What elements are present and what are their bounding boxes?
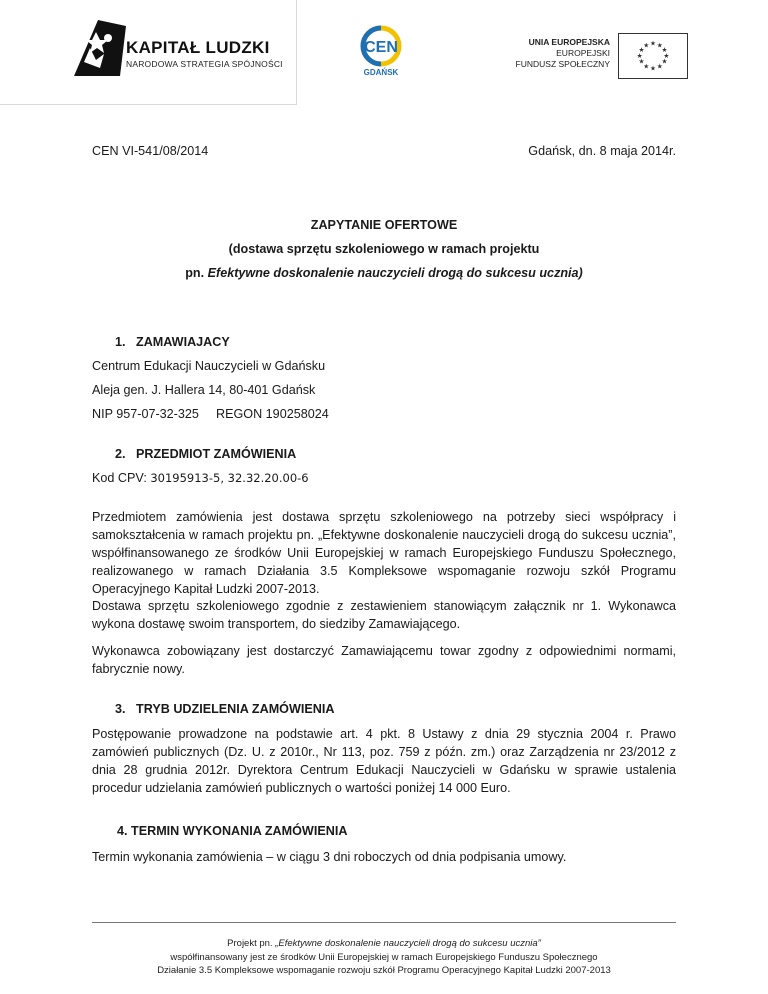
svg-text:★: ★ [656, 41, 663, 50]
section3-paragraph1: Postępowanie prowadzone na podstawie art. 4 pkt. 8 Ustawy z dnia 29 stycznia 2004 r. Prawo zamówień publicznych (Dz. U. z 2010r., Nr 113, poz. 759 z późn. zm.) oraz Zarządzenia nr 23/2012 z dnia 28 grudnia 2012r. Dyrektora Centrum Edukacji Nauczycieli w Gdańsku w sprawie ustalenia procedur udzielania zamówień publicznych o wartości poniżej 14 000 Euro. [92, 727, 676, 795]
svg-text:★: ★ [638, 57, 645, 66]
svg-text:★: ★ [638, 46, 645, 55]
kapital-ludzki-logo [70, 18, 128, 78]
svg-text:★: ★ [650, 39, 656, 48]
footer-line3: Działanie 3.5 Kompleksowe wspomaganie rozwoju szkół Programu Operacyjnego Kapitał Ludzki 2007-2013 [157, 965, 611, 976]
section3-heading: 3. TRYB UDZIELENIA ZAMÓWIENIA [115, 702, 335, 716]
document-subtitle-line1: (dostawa sprzętu szkoleniowego w ramach projektu [228, 242, 540, 256]
section4-paragraph1: Termin wykonania zamówienia – w ciągu 3 dni roboczych od dnia podpisania umowy. [92, 850, 567, 864]
eu-text-line3: FUNDUSZ SPOŁECZNY [515, 59, 610, 69]
eu-text-line1: UNIA EUROPEJSKA [528, 37, 610, 47]
section2-paragraph3: Wykonawca zobowiązany jest dostarczyć Zamawiającemu towar zgodny z odpowiednimi normami, fabrycznie nowy. [92, 644, 676, 676]
footer-line2: współfinansowany jest ze środków Unii Europejskiej w ramach Europejskiego Funduszu Społecznego [170, 951, 598, 963]
cpv-value: 30195913-5, 32.32.20.00-6 [150, 471, 309, 485]
section2-cpv [92, 469, 309, 487]
document-subtitle-line2 [92, 264, 676, 282]
section2-paragraph1: Przedmiotem zamówienia jest dostawa sprzętu szkoleniowego na potrzeby sieci współpracy i samokształcenia w ramach projektu pn. „Efektywne doskonalenie nauczycieli drogą do sukcesu ucznia”, współfinansowanego ze środków Unii Europejskiej w ramach Europejskiego Funduszu Społecznego, realizowanego w ramach Działania 3.5 Kompleksowe wspomaganie rozwoju szkół Programu Operacyjnego Kapitał Ludzki 2007-2013. [92, 510, 676, 596]
kapital-ludzki-title: KAPITAŁ LUDZKI [126, 38, 270, 57]
svg-text:★: ★ [661, 46, 668, 55]
document-title: ZAPYTANIE OFERTOWE [310, 218, 458, 232]
footer-divider [92, 922, 676, 923]
section4-heading: 4. TERMIN WYKONANIA ZAMÓWIENIA [117, 824, 348, 838]
svg-text:★: ★ [650, 64, 656, 73]
eu-fund-text [486, 37, 610, 70]
footer-project-prefix: Projekt pn. [227, 938, 276, 949]
svg-text:★: ★ [663, 51, 670, 60]
svg-text:★: ★ [661, 57, 668, 66]
svg-text:★: ★ [636, 51, 643, 60]
section1-line1: Centrum Edukacji Nauczycieli w Gdańsku [92, 359, 326, 373]
svg-text:★: ★ [643, 62, 650, 71]
eu-text-line2: EUROPEJSKI [556, 48, 610, 58]
place-date: Gdańsk, dn. 8 maja 2014r. [528, 144, 676, 158]
section2-heading: 2. PRZEDMIOT ZAMÓWIENIA [115, 447, 297, 461]
svg-text:CEN: CEN [364, 39, 398, 56]
reference-number: CEN VI-541/08/2014 [92, 144, 209, 158]
section1-line2: Aleja gen. J. Hallera 14, 80-401 Gdańsk [92, 383, 316, 397]
subtitle-prefix: pn. [185, 266, 208, 280]
footer [92, 937, 676, 978]
svg-text:★: ★ [656, 62, 663, 71]
svg-text:★: ★ [643, 41, 650, 50]
footer-project-name: „Efektywne doskonalenie nauczycieli drogą do sukcesu ucznia” [275, 938, 541, 949]
eu-flag-icon [618, 33, 688, 79]
kapital-ludzki-subtitle: NARODOWA STRATEGIA SPÓJNOŚCI [126, 59, 283, 69]
section1-regon: REGON 190258024 [216, 407, 329, 421]
section1-heading: 1. ZAMAWIAJACY [115, 335, 230, 349]
cen-logo-city: GDAŃSK [363, 68, 399, 77]
subtitle-project-name: Efektywne doskonalenie nauczycieli drogą do sukcesu ucznia) [207, 266, 583, 280]
footer-line1 [92, 937, 676, 951]
section2-paragraph2: Dostawa sprzętu szkoleniowego zgodnie z zestawieniem stanowiącym załącznik nr 1. Wykonawca wykona dostawę swoim transportem, do siedziby Zamawiającego. [92, 599, 676, 631]
cpv-label: Kod CPV: [92, 471, 151, 485]
section1-nip: NIP 957-07-32-325 [92, 407, 199, 421]
